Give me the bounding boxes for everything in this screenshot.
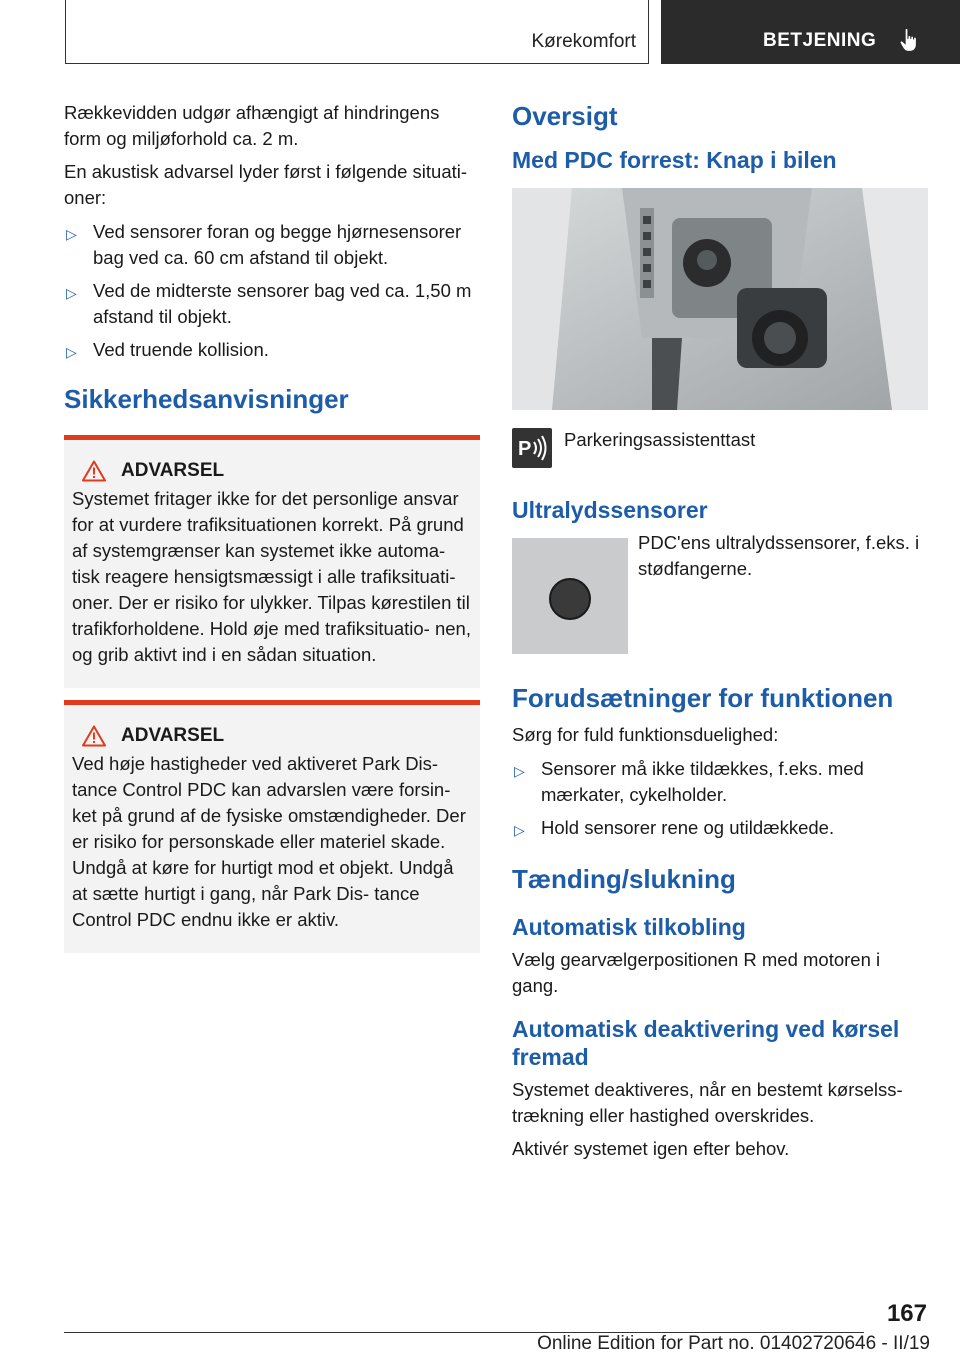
svg-text:P: P [518,438,532,460]
warning-title: ADVARSEL [121,460,225,481]
prerequisites-list [512,756,928,841]
intro-paragraph-1: Rækkevidden udgør afhængigt af hindringens form og miljøforhold ca. 2 m. [64,102,440,149]
auto-on-text: Vælg gearvælgerpositionen R med motoren i gang. [512,949,881,996]
list-item [64,219,480,271]
list-item-text: Hold sensorer rene og utildækkede. [541,817,835,838]
warning-text: Ved høje hastigheder ved aktiveret Park Dis‐ tance Control PDC kan advarslen være forsin‐ ket på grund af de fysiske omstændigheder. Der er risiko for personskade eller materiel skade. Undgå at køre for hurtigt mod et objekt. Undgå at sætte hurtigt i gang, når Park Dis‐ tance Control PDC endnu ikke er aktiv. [72,753,466,930]
auto-on-heading: Automatisk tilkobling [512,914,746,940]
sensor-disc [549,578,591,620]
right-column [512,100,928,1169]
triangle-right-icon: ▷ [66,226,77,242]
warning-header [72,460,472,482]
parking-assist-icon [512,428,552,468]
pdc-button-row [512,428,928,468]
prerequisites-heading: Forudsætninger for funktionen [512,683,894,713]
triangle-right-icon: ▷ [66,344,77,360]
intro-paragraph-2: En akustisk advarsel lyder først i følgende situati‐ oner: [64,161,468,208]
warning-text: Systemet fritager ikke for det personlige ansvar for at vurdere trafiksituationen korrekt. På grund af systemgrænser kan systemet ikke automa‐ tisk reagere hensigtsmæssigt i alle trafiksituati‐ oner. Der er risiko for ulykker. Tilpas kørestilen til trafikforholdene. Hold øje med trafiksituatio‐ nen, og grib aktivt ind i en sådan situation. [72,488,471,665]
section-title: BETJENING [763,30,877,51]
list-item-text: Sensorer må ikke tildækkes, f.eks. med mærkater, cykelholder. [541,758,864,805]
triangle-right-icon: ▷ [514,822,525,838]
warning-triangle-icon [82,725,106,747]
center-console-photo [512,188,928,410]
reactivate-text: Aktivér systemet igen efter behov. [512,1138,790,1159]
safety-heading: Sikkerhedsanvisninger [64,384,349,414]
prerequisites-text: Sørg for fuld funktionsduelighed: [512,724,779,745]
auto-off-text: Systemet deaktiveres, når en bestemt kørselss‐ trækning eller hastighed overskrides. [512,1079,903,1126]
list-item-text: Ved sensorer foran og begge hjørnesensorer bag ved ca. 60 cm afstand til objekt. [93,221,462,268]
auto-off-heading: Automatisk deaktivering ved kørsel fremad [512,1016,900,1070]
sensors-text: PDC'ens ultralydssensorer, f.eks. i stødfangerne. [638,532,920,579]
warning-box-1 [64,435,480,688]
triangle-right-icon: ▷ [514,763,525,779]
left-column [64,100,480,953]
warning-title: ADVARSEL [121,725,225,746]
list-item [512,815,928,841]
overview-heading: Oversigt [512,101,618,131]
list-item [512,756,928,808]
warning-header [72,725,472,747]
list-item [64,337,480,363]
chapter-title: Kørekomfort [531,31,636,52]
triangle-right-icon: ▷ [66,285,77,301]
sensor-row [512,532,928,654]
center-console-image [512,188,928,410]
list-item-text: Ved truende kollision. [93,339,269,360]
pdc-button-label: Parkeringsassistenttast [564,429,756,450]
front-pdc-heading: Med PDC forrest: Knap i bilen [512,147,837,173]
on-off-heading: Tænding/slukning [512,864,736,894]
warning-box-2 [64,700,480,953]
header-chapter-box [65,0,649,64]
footer-edition: Online Edition for Part no. 01402720646 - II/19 [537,1333,930,1354]
page-number: 167 [886,1300,927,1327]
list-item [64,278,480,330]
list-item-text: Ved de midterste sensorer bag ved ca. 1,50 m afstand til objekt. [93,280,472,327]
situation-list [64,219,480,363]
warning-triangle-icon [82,460,106,482]
ultrasonic-sensor-image [512,538,628,654]
pointing-hand-icon [897,27,923,53]
header-section-tab [661,0,960,64]
sensors-heading: Ultralydssensorer [512,497,708,523]
